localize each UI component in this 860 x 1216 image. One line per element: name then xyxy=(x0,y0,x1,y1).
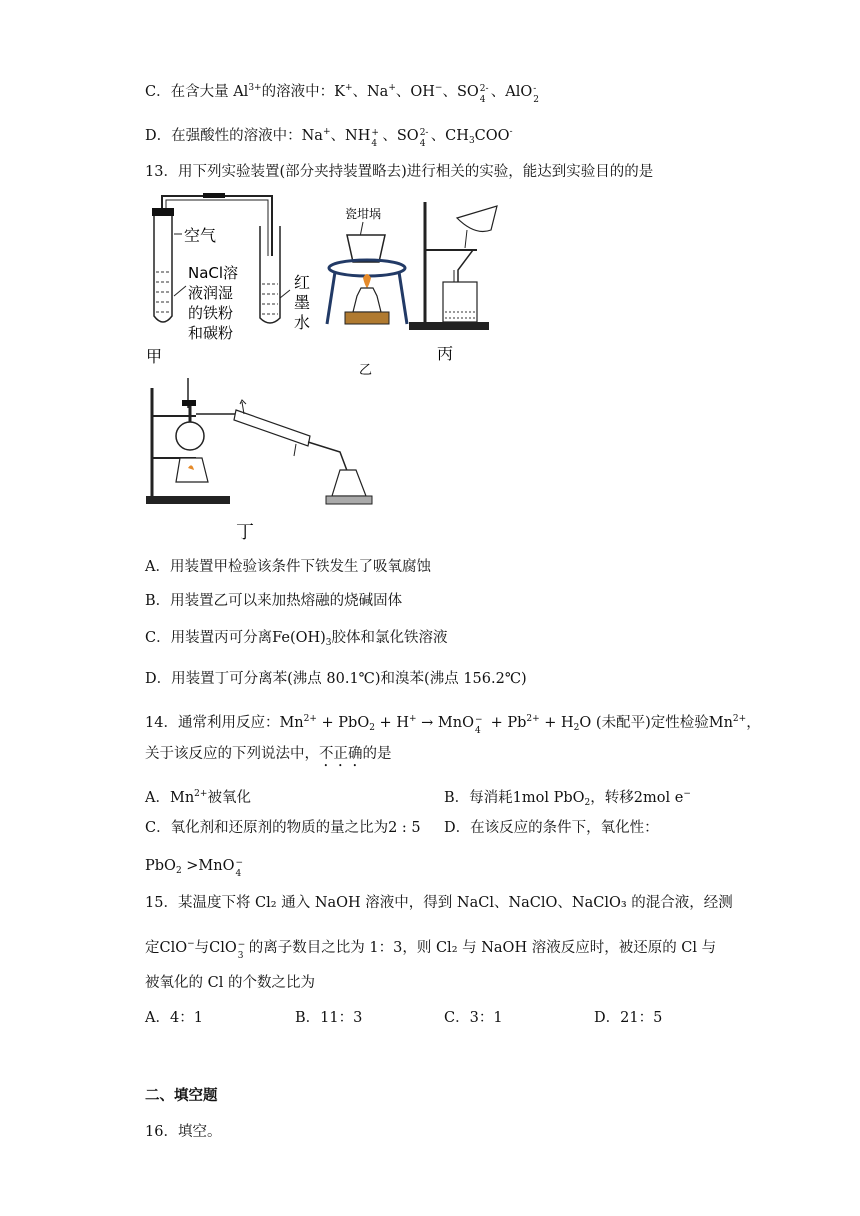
apparatus-yi-figure xyxy=(325,200,415,380)
emphasis-not-correct: 不正确 xyxy=(319,746,363,762)
apparatus-bing-figure xyxy=(405,196,505,368)
q12-option-c: C．在含大量 $Al^{3+}$的溶液中：K+、Na+、OH−、SO 2- 4 、AlO - 2 xyxy=(145,83,540,105)
nacl-label-line2: 液润湿 xyxy=(188,284,234,302)
q13-option-a: A．用装置甲检验该条件下铁发生了吸氧腐蚀 xyxy=(145,559,431,575)
q14-option-c: C．氧化剂和还原剂的物质的量之比为2 : 5 xyxy=(145,820,421,836)
q14-option-a: A．$Mn^{2+}$被氧化 xyxy=(145,789,251,806)
air-label: 空气 xyxy=(184,226,217,245)
q15-option-d: D．21：5 xyxy=(594,1010,663,1026)
q13-option-d: D．用装置丁可分离苯(沸点 80.1℃)和溴苯(沸点 156.2℃) xyxy=(145,671,527,687)
apparatus-jia-figure xyxy=(140,186,325,366)
apparatus-ding-figure xyxy=(140,374,380,546)
label-yi: 乙 xyxy=(359,363,373,378)
q15-stem-line1: 15．某温度下将 Cl₂ 通入 NaOH 溶液中，得到 NaCl、NaClO、NaClO₃ 的混合液，经测 xyxy=(145,895,733,911)
ink-label-line1: 红 xyxy=(294,273,311,292)
nacl-label-line1: NaCl溶 xyxy=(188,264,239,282)
q12-option-d: D．在强酸性的溶液中：Na+、NH + 4 、SO 2- 4 、$CH_3COO^-$ xyxy=(145,127,513,149)
q14-stem-line2: 关于该反应的下列说法中，不正确的是 xyxy=(145,746,392,762)
q15-stem-line3: 被氧化的 Cl 的个数之比为 xyxy=(145,975,315,991)
q13-stem: 13．用下列实验装置(部分夹持装置略去)进行相关的实验，能达到实验目的的是 xyxy=(145,164,654,180)
q15-option-c: C．3：1 xyxy=(444,1010,503,1026)
q14-option-d: D．在该反应的条件下，氧化性： xyxy=(444,820,659,836)
q13-option-c: C．用装置丙可分离$Fe(OH)_3$胶体和氯化铁溶液 xyxy=(145,630,448,648)
crucible-label: 瓷坩埚 xyxy=(345,207,382,221)
q16-stem: 16．填空。 xyxy=(145,1124,222,1140)
q14-stem: 14．通常利用反应：$Mn^{2+} + PbO_2 + H^+$ → MnO − 4 + $Pb^{2+} + H_2O$ (未配平)定性检验$Mn^{2+}$， xyxy=(145,714,761,736)
nacl-label-line4: 和碳粉 xyxy=(188,324,234,342)
q15-option-a: A．4：1 xyxy=(145,1010,203,1026)
q15-option-b: B．11：3 xyxy=(295,1010,363,1026)
q14-option-d-continued: PbO$_2$ >MnO − 4 xyxy=(145,858,244,879)
label-jia: 甲 xyxy=(146,347,163,366)
label-bing: 丙 xyxy=(437,344,454,363)
q15-stem-line2: 定ClO−与ClO − 3 的离子数目之比为 1：3，则 Cl₂ 与 NaOH 溶液反应时，被还原的 Cl 与 xyxy=(145,939,717,961)
label-ding: 丁 xyxy=(236,522,254,543)
q13-option-b: B．用装置乙可以来加热熔融的烧碱固体 xyxy=(145,593,403,609)
nacl-label-line3: 的铁粉 xyxy=(188,304,234,322)
ink-label-line3: 水 xyxy=(294,313,311,332)
ink-label-line2: 墨 xyxy=(294,293,311,312)
section-title: 二、填空题 xyxy=(145,1087,218,1104)
q14-option-b: B．每消耗1mol PbO$_2$，转移2mol e− xyxy=(444,789,691,808)
